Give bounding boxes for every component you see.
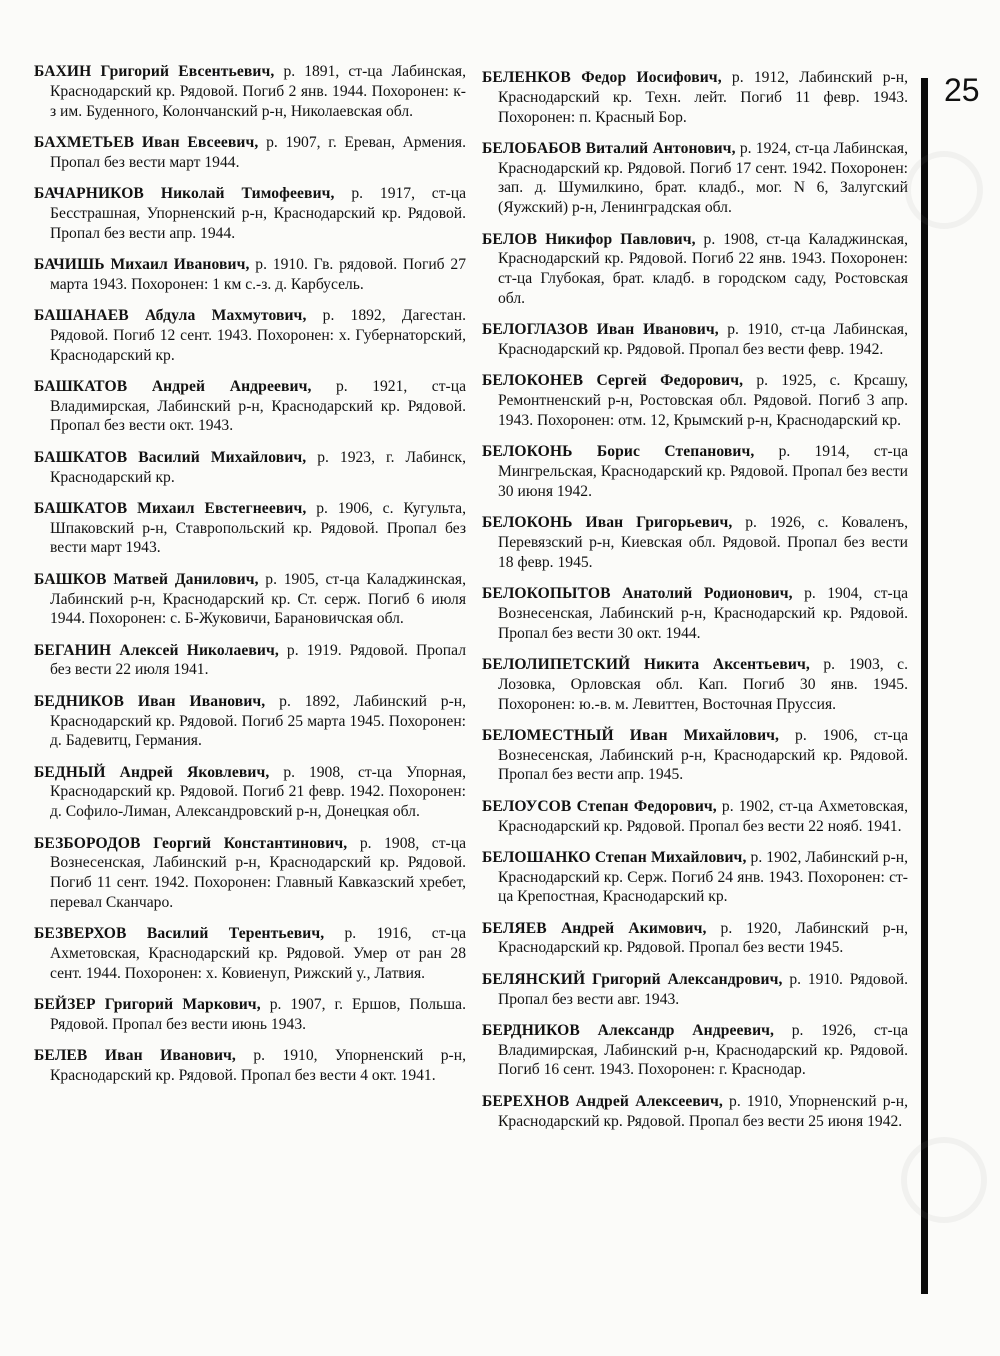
entry-details: р. 1908, ст-ца Упорная, Краснодарский кр. Рядовой. Погиб 21 февр. 1942. Похоронен: д. Софило-Лиман, Александровский р-н, Донецкая обл.: [50, 763, 467, 821]
entry-name: БЕРДНИКОВ Александр Андреевич,: [482, 1021, 775, 1039]
entry-name: БАХИН Григорий Евсентьевич,: [34, 63, 275, 80]
memorial-entry: [482, 970, 908, 1010]
memorial-entry: [482, 230, 908, 309]
memorial-entry: [34, 184, 466, 243]
entry-name: БЕГАНИН Алексей Николаевич,: [34, 641, 279, 659]
memorial-entry: [34, 1046, 466, 1086]
entry-details: р. 1924, ст-ца Лабинская, Краснодарский кр. Рядовой. Погиб 17 сент. 1942. Похоронен: зап. д. Шумилкино, брат. кладб., мог. N 6, Залугский (Яужский) р-н, Ленинградская обл.: [498, 139, 909, 217]
entry-details: р. 1910, Упорненский р-н, Краснодарский кр. Рядовой. Пропал без вести 4 окт. 1941.: [50, 1047, 466, 1084]
entry-details: р. 1914, ст-ца Мингрельская, Краснодарский кр. Рядовой. Пропал без вести 30 июня 1942.: [498, 443, 909, 500]
memorial-entry: [482, 919, 908, 959]
entry-details: р. 1910, Упорненский р-н, Краснодарский кр. Рядовой. Пропал без вести 25 июня 1942.: [498, 1092, 908, 1130]
entry-name: БЕЛОГЛАЗОВ Иван Иванович,: [482, 321, 719, 339]
right-column: [482, 68, 908, 1143]
memorial-entry: [34, 448, 466, 488]
entry-name: БАХМЕТЬЕВ Иван Евсеевич,: [34, 133, 259, 151]
entry-name: БЕЗВЕРХОВ Василий Терентьевич,: [34, 925, 325, 943]
entry-details: р. 1908, ст-ца Вознесенская, Лабинский р-н, Краснодарский кр. Рядовой. Погиб 11 сент. 1942. Похоронен: Главный Кавказский хребет, перевал Сканчаро.: [50, 834, 466, 911]
entry-details: р. 1920, Лабинский р-н, Краснодарский кр. Рядовой. Пропал без вести 1945.: [498, 919, 909, 957]
entry-name: БЕЛЕНКОВ Федор Иосифович,: [482, 69, 722, 86]
entry-details: р. 1907, г. Ершов, Польша. Рядовой. Пропал без вести июнь 1943.: [50, 996, 466, 1033]
memorial-entry: [482, 320, 908, 360]
entry-name: БАШКАТОВ Михаил Евстегнеевич,: [34, 499, 307, 517]
entry-name: БЕЛЯЕВ Андрей Акимович,: [482, 919, 707, 937]
entry-name: БЕРЕХНОВ Андрей Алексеевич,: [482, 1092, 723, 1110]
memorial-entry: [34, 306, 466, 365]
memorial-entry: [482, 848, 908, 907]
entry-details: р. 1923, г. Лабинск, Краснодарский кр.: [50, 448, 466, 486]
memorial-entry: [34, 62, 466, 121]
memorial-entry: [482, 68, 908, 127]
memorial-entry: [34, 499, 466, 558]
entry-name: БЕДНИКОВ Иван Иванович,: [34, 692, 266, 710]
memorial-entry: [482, 797, 908, 837]
entry-details: р. 1919. Рядовой. Пропал без вести 22 июля 1941.: [50, 641, 466, 679]
entry-name: БАЧАРНИКОВ Николай Тимофеевич,: [34, 184, 335, 202]
entry-name: БАШКОВ Матвей Данилович,: [34, 570, 259, 588]
entry-name: БЕДНЫЙ Андрей Яковлевич,: [34, 763, 270, 781]
entry-details: р. 1892, Дагестан. Рядовой. Погиб 12 сент. 1943. Похоронен: х. Губернаторский, Краснодарский кр.: [50, 306, 466, 364]
memorial-entry: [34, 995, 466, 1035]
entry-name: БЕЛОКОПЫТОВ Анатолий Родионович,: [482, 585, 793, 603]
entry-details: р. 1910. Рядовой. Пропал без вести авг. 1943.: [498, 970, 909, 1008]
memorial-entry: [482, 1092, 908, 1132]
entry-name: БЕЛЕВ Иван Иванович,: [34, 1047, 236, 1065]
memorial-entry: [34, 692, 466, 751]
entry-details: р. 1910, ст-ца Лабинская, Краснодарский кр. Рядовой. Пропал без вести февр. 1942.: [498, 321, 908, 359]
entry-name: БЕЛОБАБОВ Виталий Антонович,: [482, 139, 736, 157]
entry-details: р. 1926, ст-ца Владимирская, Лабинский р-н, Краснодарский кр. Рядовой. Погиб 16 сент. 1943. Похоронен: г. Краснодар.: [498, 1021, 909, 1079]
memorial-entry: [482, 139, 908, 218]
entry-details: р. 1917, ст-ца Бесстрашная, Упорненский р-н, Краснодарский кр. Рядовой. Пропал без вести апр. 1944.: [50, 184, 467, 242]
entry-name: БЕЙЗЕР Григорий Маркович,: [34, 996, 261, 1014]
entry-name: БЕЛОЛИПЕТСКИЙ Никита Аксентьевич,: [482, 655, 810, 673]
entry-name: БЕЛОКОНЕВ Сергей Федорович,: [482, 372, 744, 390]
memorial-entry: [34, 377, 466, 436]
entry-details: р. 1904, ст-ца Вознесенская, Лабинский р-н, Краснодарский кр. Рядовой. Пропал без вести 30 окт. 1944.: [498, 585, 908, 642]
memorial-entry: [34, 834, 466, 913]
entry-name: БЕЛОВ Никифор Павлович,: [482, 230, 696, 248]
memorial-entry: [34, 763, 466, 822]
memorial-entry: [482, 655, 908, 714]
entry-name: БАШАНАЕВ Абдула Махмутович,: [34, 306, 307, 324]
entry-details: р. 1912, Лабинский р-н, Краснодарский кр. Техн. лейт. Погиб 11 февр. 1943. Похоронен: п. Красный Бор.: [498, 69, 908, 126]
page-edge-rule: [921, 78, 928, 1294]
entry-name: БЕЛОКОНЬ Иван Григорьевич,: [482, 514, 733, 532]
memorial-entry: [482, 1021, 908, 1080]
memorial-entry: [482, 726, 908, 785]
memorial-entry: [34, 255, 466, 295]
entry-details: р. 1906, с. Кугульта, Шпаковский р-н, Ставропольский кр. Рядовой. Пропал без вести март 1943.: [50, 499, 466, 557]
memorial-entry: [482, 442, 908, 501]
memorial-entry: [34, 570, 466, 629]
entry-details: р. 1892, Лабинский р-н, Краснодарский кр. Рядовой. Погиб 25 марта 1945. Похоронен: д. Бадевитц, Германия.: [50, 692, 467, 750]
entry-name: БЕЛОУСОВ Степан Федорович,: [482, 797, 717, 815]
memorial-entry: [482, 371, 908, 430]
entry-details: р. 1902, Лабинский р-н, Краснодарский кр. Серж. Погиб 24 янв. 1943. Похоронен: ст-ца Крепостная, Краснодарский кр.: [498, 848, 909, 906]
entry-name: БЕЛОКОНЬ Борис Степанович,: [482, 443, 755, 461]
entry-details: р. 1908, ст-ца Каладжинская, Краснодарский кр. Рядовой. Погиб 22 янв. 1943. Похоронен: ст-ца Глубокая, брат. кладб. в городском саду, Ростовская обл.: [498, 230, 908, 307]
entry-details: р. 1916, ст-ца Ахметовская, Краснодарский кр. Рядовой. Умер от ран 28 сент. 1944. Похоронен: х. Ковиенуп, Рижский у., Латвия.: [50, 925, 466, 982]
entry-name: БЕЛЯНСКИЙ Григорий Александрович,: [482, 970, 783, 988]
entry-details: р. 1926, с. Коваленъ, Перевязский р-н, Киевская обл. Рядовой. Пропал без вести 18 февр. 1945.: [498, 514, 909, 571]
entry-details: р. 1925, с. Крсашу, Ремонтненский р-н, Ростовская обл. Рядовой. Погиб 3 апр. 1943. Похоронен: отм. 12, Крымский р-н, Краснодарский кр.: [498, 372, 908, 429]
memorial-entry: [34, 641, 466, 681]
entry-name: БЕЛОШАНКО Степан Михайлович,: [482, 848, 747, 866]
entry-name: БАЧИШЬ Михаил Иванович,: [34, 255, 250, 273]
entry-name: БЕЛОМЕСТНЫЙ Иван Михайлович,: [482, 726, 780, 744]
entry-details: р. 1906, ст-ца Вознесенская, Лабинский р-н, Краснодарский кр. Рядовой. Пропал без вести апр. 1945.: [498, 726, 908, 784]
memorial-entry: [34, 133, 466, 173]
entry-details: р. 1910. Гв. рядовой. Погиб 27 марта 1943. Похоронен: 1 км с.-з. д. Карбусель.: [50, 255, 466, 293]
left-column: [34, 62, 466, 1097]
entry-details: р. 1907, г. Ереван, Армения. Пропал без вести март 1944.: [50, 133, 467, 171]
entry-details: р. 1902, ст-ца Ахметовская, Краснодарский кр. Рядовой. Пропал без вести 22 нояб. 1941.: [498, 797, 908, 835]
memorial-entry: [482, 584, 908, 643]
entry-details: р. 1905, ст-ца Каладжинская, Лабинский р-н, Краснодарский кр. Ст. серж. Погиб 6 июля 1944. Похоронен: с. Б-Жуковичи, Барановичская обл.: [50, 570, 466, 628]
entry-name: БАШКАТОВ Андрей Андреевич,: [34, 377, 312, 395]
entry-details: р. 1891, ст-ца Лабинская, Краснодарский кр. Рядовой. Погиб 2 янв. 1944. Похоронен: к-з им. Буденного, Колончанский р-н, Николаевская обл.: [50, 63, 466, 120]
entry-name: БАШКАТОВ Василий Михайлович,: [34, 448, 307, 466]
entry-name: БЕЗБОРОДОВ Георгий Константинович,: [34, 834, 348, 852]
memorial-entry: [482, 513, 908, 572]
entry-details: р. 1903, с. Лозовка, Орловская обл. Кап. Погиб 30 янв. 1945. Похоронен: ю.-в. м. Левиттен, Восточная Пруссия.: [498, 655, 908, 713]
page-number: 25: [944, 72, 980, 108]
memorial-entry: [34, 924, 466, 983]
entry-details: р. 1921, ст-ца Владимирская, Лабинский р-н, Краснодарский кр. Рядовой. Пропал без вести окт. 1943.: [50, 377, 466, 435]
